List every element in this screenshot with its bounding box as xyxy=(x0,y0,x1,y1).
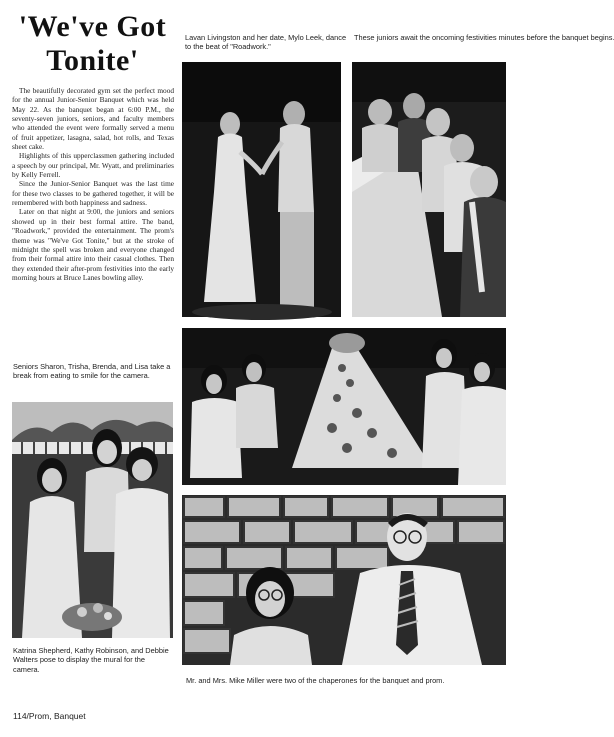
photo-chaperones xyxy=(182,495,506,665)
article-paragraph: Later on that night at 9:00, the juniors and seniors showed up in their best formal attire. The band, "Roadwork," provided the entertainment. The prom's theme was "We've Got Tonite," but at the stroke of midnight the spell was broken and everyone changed from their formal attire into their casual clothes. Then they extended their after-prom festivities into the early morning hours at Bruce Lanes bowling alley. xyxy=(12,207,174,282)
photo-juniors-table xyxy=(352,62,506,317)
photo-mural-trio xyxy=(12,402,173,638)
caption-juniors: These juniors await the oncoming festivities minutes before the banquet begins. xyxy=(354,33,614,42)
article-paragraph: Since the Junior-Senior Banquet was the last time for these two classes to be gathered together, it will be remembered with both happiness and sadness. xyxy=(12,179,174,208)
page-title xyxy=(10,10,175,78)
caption-mural: Katrina Shepherd, Kathy Robinson, and Debbie Walters pose to display the mural for the camera. xyxy=(13,646,169,674)
article-paragraph: The beautifully decorated gym set the perfect mood for the annual Junior-Senior Banquet which was held May 22. As the banquet began at 6:00 P.M., the seventy-seven juniors, seniors, and faculty members who attended the event were formally served a menu of fruit appetizer, lasagna, salad, hot rolls, and Texas sheet cake. xyxy=(12,86,174,152)
title-line-1: 'We've Got xyxy=(18,10,167,43)
article-paragraph: Highlights of this upperclassmen gathering included a speech by our principal, Mr. Wyatt, and preliminaries by Kelly Ferrell. xyxy=(12,151,174,180)
caption-chaperones: Mr. and Mrs. Mike Miller were two of the chaperones for the banquet and prom. xyxy=(186,676,445,685)
caption-dance: Lavan Livingston and her date, Mylo Leek, dance to the beat of "Roadwork." xyxy=(185,33,347,52)
photo-seniors-banquet xyxy=(182,328,506,485)
photo-dancing-couple xyxy=(182,62,341,317)
title-line-2: Tonite' xyxy=(46,44,139,77)
page-folio: 114/Prom, Banquet xyxy=(13,711,86,721)
article-body xyxy=(12,86,174,282)
caption-seniors: Seniors Sharon, Trisha, Brenda, and Lisa take a break from eating to smile for the camera. xyxy=(13,362,171,381)
